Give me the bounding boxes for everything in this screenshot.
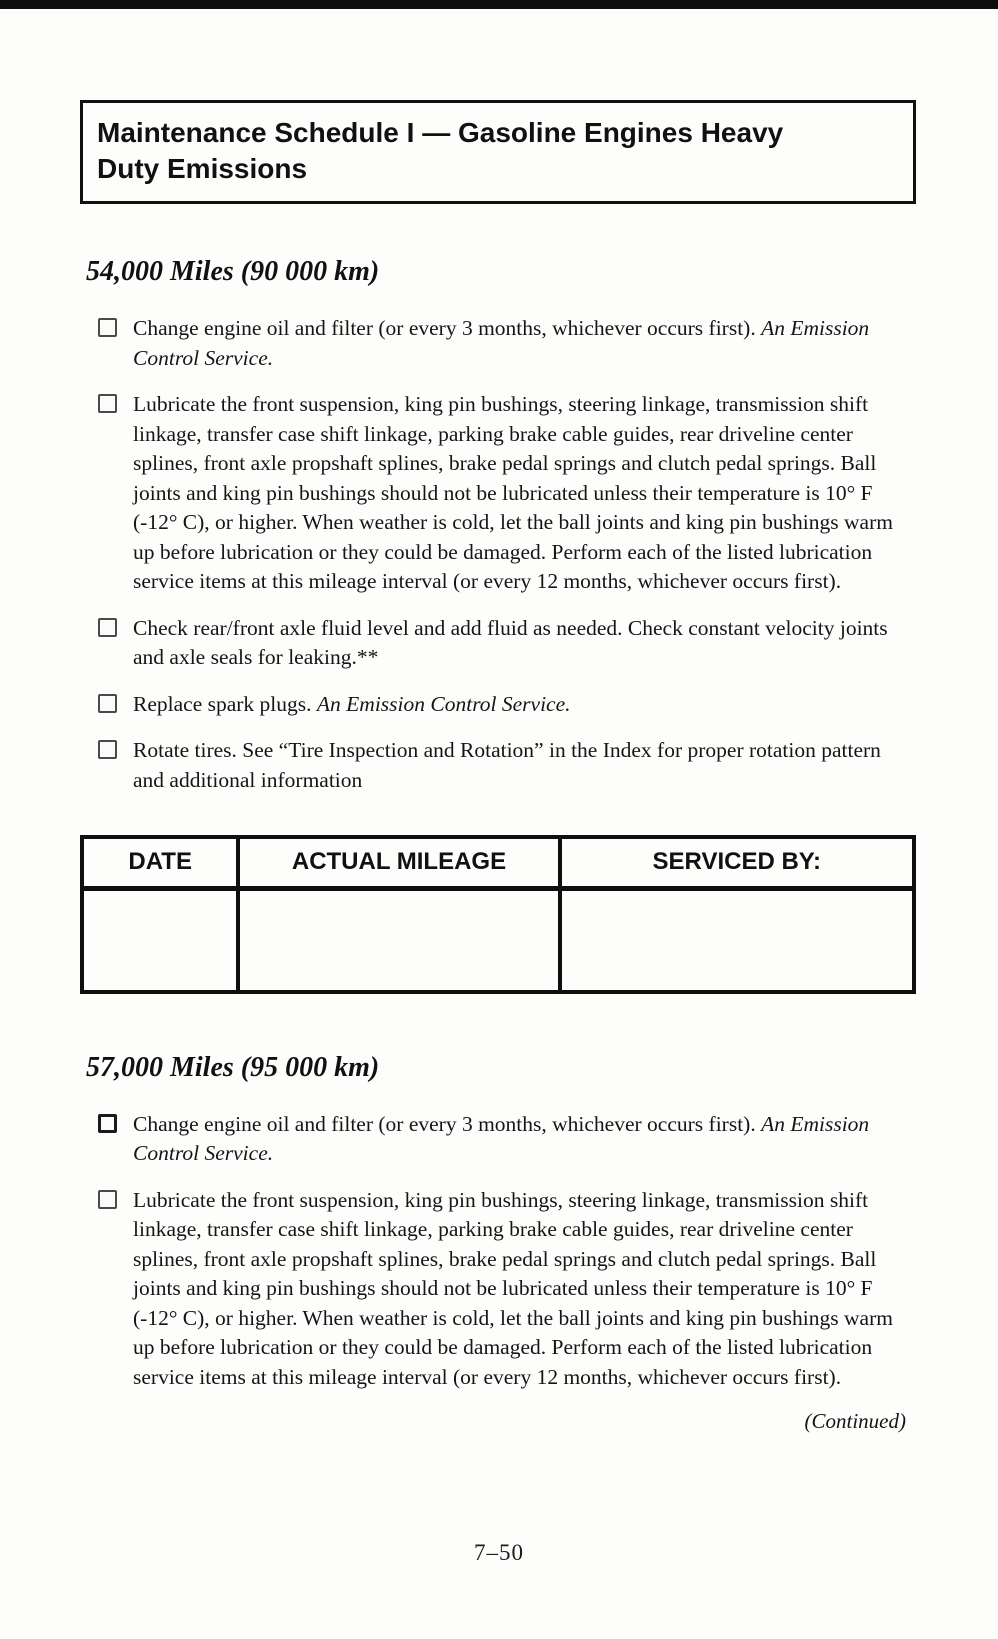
maintenance-item [80, 690, 916, 720]
continued-note: (Continued) [804, 1409, 906, 1433]
section-heading-57000: 57,000 Miles (95 000 km) [86, 1051, 380, 1083]
maintenance-item-text [133, 690, 903, 720]
checkbox-icon [98, 394, 117, 413]
item-text-main: Check rear/front axle fluid level and add fluid as needed. Check constant velocity joints and axle seals for leaking.** [133, 615, 888, 669]
checkbox-icon [98, 1190, 117, 1209]
item-text-italic: An Emission Control Service. [316, 691, 571, 716]
checkbox-icon [98, 1114, 117, 1133]
maintenance-item [80, 390, 916, 597]
item-text-main: Lubricate the front suspension, king pin bushings, steering linkage, transmission shift linkage, transfer case shift linkage, parking brake cable guides, rear driveline center splines, front axle propshaft splines, brake pedal springs and clutch pedal springs. Ball joints and king pin bushings should not be lubricated unless their temperature is 10° F (-12° C), or higher. When weather is cold, let the ball joints and king pin bushings warm up before lubrication or they could be damaged. Perform each of the listed lubrication service items at this mileage interval (or every 12 months, whichever occurs first). [133, 1187, 893, 1389]
service-log-header-row [82, 837, 914, 889]
maintenance-item-text [133, 736, 903, 795]
checkbox-icon [98, 318, 117, 337]
maintenance-item [80, 614, 916, 673]
checkbox-icon [98, 740, 117, 759]
service-log-table [80, 835, 916, 994]
section-heading-54000: 54,000 Miles (90 000 km) [86, 256, 380, 287]
schedule-title-box [80, 100, 916, 204]
item-text-main: Rotate tires. See “Tire Inspection and Rotation” in the Index for proper rotation pattern and additional information [133, 738, 881, 792]
schedule-title-line1: Maintenance Schedule I — Gasoline Engines Heavy [97, 117, 784, 148]
maintenance-item [80, 736, 916, 795]
column-header-serviced-by: SERVICED BY: [560, 837, 914, 889]
checklist-54000 [80, 314, 916, 795]
cell-date [82, 889, 238, 992]
cell-serviced-by [560, 889, 914, 992]
page-content [80, 0, 916, 1434]
schedule-title-line2: Duty Emissions [97, 153, 308, 184]
item-text-italic: An Emission Control Service. [133, 316, 870, 370]
checkbox-icon [98, 618, 117, 637]
item-text-main: Change engine oil and filter (or every 3 months, whichever occurs first). [133, 316, 762, 340]
item-text-main: Change engine oil and filter (or every 3 months, whichever occurs first). [133, 1111, 762, 1136]
maintenance-item [80, 1186, 916, 1393]
checklist-57000 [80, 1110, 916, 1393]
checkbox-icon [98, 694, 117, 713]
maintenance-item [80, 314, 916, 373]
maintenance-item-text [133, 614, 903, 673]
service-log-empty-row [82, 889, 914, 992]
item-text-main: Replace spark plugs. [133, 691, 317, 716]
item-text-italic: An Emission Control Service. [133, 1111, 870, 1165]
maintenance-item [80, 1110, 916, 1169]
maintenance-item-text [133, 1110, 903, 1169]
column-header-date: DATE [82, 837, 238, 889]
cell-actual-mileage [238, 889, 559, 992]
page-number: 7–50 [474, 1540, 524, 1565]
item-text-main: Lubricate the front suspension, king pin bushings, steering linkage, transmission shift linkage, transfer case shift linkage, parking brake cable guides, rear driveline center splines, front axle propshaft splines, brake pedal springs and clutch pedal springs. Ball joints and king pin bushings should not be lubricated unless their temperature is 10° F (-12° C), or higher. When weather is cold, let the ball joints and king pin bushings warm up before lubrication or they could be damaged. Perform each of the listed lubrication service items at this mileage interval (or every 12 months, whichever occurs first). [133, 392, 893, 593]
maintenance-item-text [133, 390, 903, 597]
maintenance-item-text [133, 1186, 903, 1393]
column-header-actual-mileage: ACTUAL MILEAGE [238, 837, 559, 889]
maintenance-item-text [133, 314, 903, 373]
